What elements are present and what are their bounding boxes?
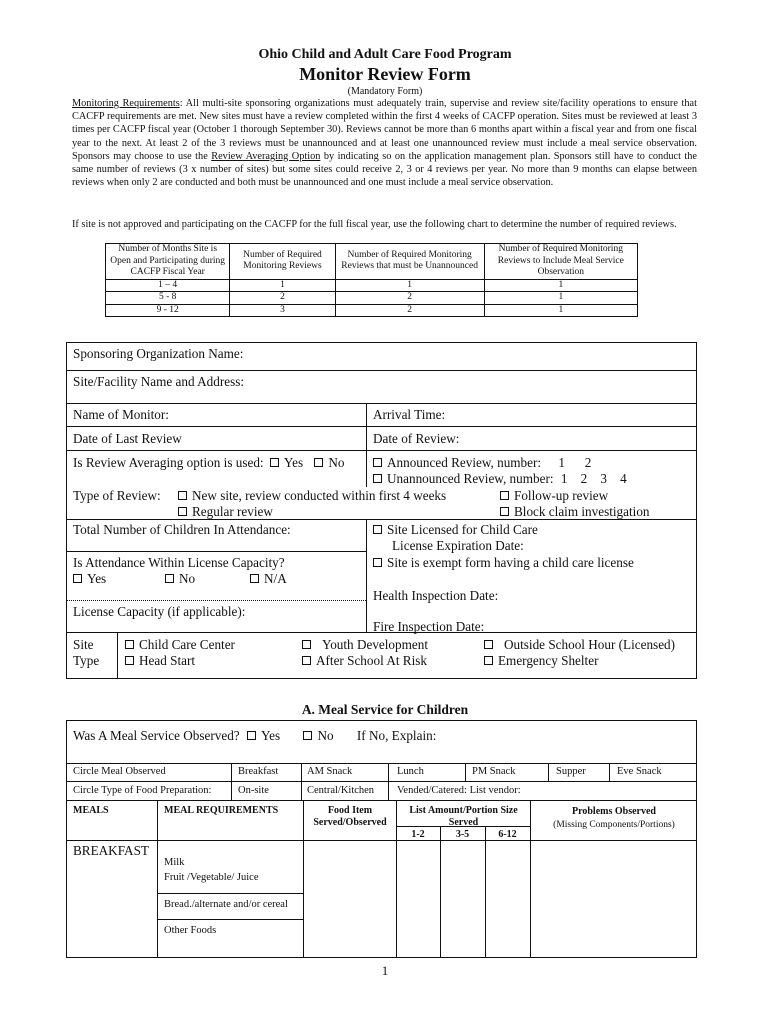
table-row (106, 279, 638, 292)
table-cell: 1 (484, 279, 637, 292)
table-cell: 9 - 12 (106, 304, 230, 317)
licensed-label: Site Licensed for Child Care (387, 522, 538, 537)
new-site-option (178, 488, 446, 503)
attendance-no-checkbox[interactable] (165, 574, 174, 583)
emergency-checkbox[interactable] (484, 656, 493, 665)
follow-up-label: Follow-up review (514, 488, 609, 503)
meal-service-form (66, 720, 697, 958)
attendance-no-label: No (179, 571, 196, 586)
averaging-label: Is Review Averaging option is used: (73, 455, 264, 470)
meal-observed-no-label: No (317, 728, 334, 743)
meal-option-am-snack[interactable]: AM Snack (307, 766, 353, 777)
child-care-center-option (125, 637, 235, 652)
type-of-review-label: Type of Review: (73, 488, 161, 503)
youth-development-option (302, 637, 428, 652)
regular-label: Regular review (192, 504, 273, 519)
averaging-no-label: No (328, 455, 345, 470)
attendance-yes-checkbox[interactable] (73, 574, 82, 583)
portion-column-header: List Amount/Portion Size Served (409, 805, 518, 828)
health-inspection-field[interactable]: Health Inspection Date: (373, 588, 499, 603)
meal-option-pm-snack[interactable]: PM Snack (472, 766, 516, 777)
monitoring-requirements (72, 97, 697, 189)
meal-option-lunch[interactable]: Lunch (397, 766, 424, 777)
meal-section-heading: A. Meal Service for Children (301, 702, 469, 717)
head-start-checkbox[interactable] (125, 656, 134, 665)
problems-column-header: Problems Observed (572, 806, 656, 817)
table-cell: 1 – 4 (106, 279, 230, 292)
announced-review-option (373, 455, 591, 470)
circle-meal-label: Circle Meal Observed (73, 766, 166, 777)
averaging-yes-label: Yes (283, 455, 304, 470)
meal-observed-yes-label: Yes (260, 728, 281, 743)
table-cell: 1 (484, 292, 637, 305)
unannounced-numbers[interactable]: 1 2 3 4 (560, 471, 627, 486)
attendance-no-option (165, 571, 195, 586)
review-date-field[interactable]: Date of Review: (373, 431, 460, 446)
block-claim-option (500, 504, 650, 519)
prep-option-central[interactable]: Central/Kitchen (307, 785, 375, 796)
meal-option-breakfast[interactable]: Breakfast (238, 766, 279, 777)
meal-observed-label: Was A Meal Service Observed? (73, 728, 240, 743)
table-cell: 2 (230, 292, 335, 305)
age-6-12-header: 6-12 (498, 829, 517, 840)
table-cell: 3 (230, 304, 335, 317)
table-row (106, 292, 638, 305)
averaging-yes-checkbox[interactable] (270, 458, 279, 467)
col-months-header: Number of Months Site is Open and Participating during CACFP Fiscal Year (106, 244, 230, 280)
col-unannounced-header: Number of Required Monitoring Reviews that must be Unannounced (335, 244, 484, 280)
ccc-label: Child Care Center (139, 637, 235, 652)
arrival-time-field[interactable]: Arrival Time: (373, 407, 446, 422)
attendance-na-checkbox[interactable] (250, 574, 259, 583)
follow-up-checkbox[interactable] (500, 491, 509, 500)
new-site-checkbox[interactable] (178, 491, 187, 500)
meals-column-header: MEALS (73, 805, 109, 816)
sponsor-name-field[interactable]: Sponsoring Organization Name: (73, 346, 244, 361)
unannounced-label: Unannounced Review, number: (387, 471, 554, 486)
meal-observed-no-checkbox[interactable] (303, 731, 312, 740)
table-cell: 5 - 8 (106, 292, 230, 305)
announced-checkbox[interactable] (373, 458, 382, 467)
regular-checkbox[interactable] (178, 507, 187, 516)
emergency-label: Emergency Shelter (498, 653, 599, 668)
exempt-option (373, 555, 634, 570)
emergency-shelter-option (484, 653, 598, 668)
table-cell: 2 (335, 304, 484, 317)
table-row (106, 304, 638, 317)
table-cell: 1 (230, 279, 335, 292)
youth-dev-label: Youth Development (322, 637, 428, 652)
food-item-column-header: Food Item Served/Observed (313, 805, 387, 828)
license-expiration-field[interactable]: License Expiration Date: (392, 538, 524, 553)
regular-review-option (178, 504, 273, 519)
meal-observed-question (73, 728, 436, 743)
osh-checkbox[interactable] (484, 640, 493, 649)
review-requirements-table (105, 243, 638, 317)
requirement-milk: Milk (164, 857, 185, 868)
meal-observed-yes-checkbox[interactable] (247, 731, 256, 740)
after-school-option (302, 653, 427, 668)
attendance-yes-option (73, 571, 106, 586)
fire-inspection-field[interactable]: Fire Inspection Date: (373, 619, 485, 634)
page-number: 1 (381, 963, 389, 978)
explain-field[interactable]: If No, Explain: (356, 728, 437, 743)
unannounced-review-option (373, 471, 627, 486)
chart-note: If site is not approved and participating on the CACFP for the full fiscal year, use the following chart to determine the number of required reviews. (72, 219, 677, 230)
attendance-na-label: N/A (264, 571, 287, 586)
age-1-2-header: 1-2 (411, 829, 425, 840)
requirement-fruit-veg: Fruit /Vegetable/ Juice (164, 872, 259, 883)
table-cell: 1 (484, 304, 637, 317)
ccc-checkbox[interactable] (125, 640, 134, 649)
block-claim-label: Block claim investigation (514, 504, 650, 519)
requirements-text-1: : All multi-site sponsoring organizations must adequately train, supervise and review site/facility operations to ensure that CACFP requirements are met. New sites must have a review completed within the first 4 weeks of CACFP operation. Sites must be reviewed at least 3 times per CACFP fiscal year (October 1 thorough September 30). Reviews cannot be more than 6 months apart within a fiscal year and from one fiscal year to the next. At least 2 of the 3 reviews must be unannounced and at least one unannounced review must include a meal service observation. Sponsors may choose to use the (72, 98, 697, 162)
requirements-label: Monitoring Requirements (72, 98, 180, 109)
block-claim-checkbox[interactable] (500, 507, 509, 516)
mandatory-note: (Mandatory Form) (347, 86, 423, 97)
age-3-5-header: 3-5 (455, 829, 470, 840)
licensed-checkbox[interactable] (373, 525, 382, 534)
new-site-label: New site, review conducted within first 4 weeks (192, 488, 447, 503)
review-averaging-link: Review Averaging Option (211, 150, 321, 162)
prep-option-onsite[interactable]: On-site (238, 785, 269, 796)
meal-option-supper[interactable]: Supper (556, 766, 586, 777)
prep-option-vended[interactable]: Vended/Catered: List vendor: (397, 785, 521, 796)
site-type-label-1: Site (73, 637, 94, 652)
table-header-row (106, 244, 638, 280)
col-reviews-header: Number of Required Monitoring Reviews (230, 244, 335, 280)
attendance-yes-label: Yes (87, 571, 107, 586)
form-title: Monitor Review Form (299, 64, 471, 84)
table-cell: 2 (335, 292, 484, 305)
exempt-checkbox[interactable] (373, 558, 382, 567)
averaging-question (73, 455, 345, 470)
head-start-option (125, 653, 195, 668)
requirement-other: Other Foods (164, 925, 217, 936)
exempt-label: Site is exempt form having a child care license (387, 555, 634, 570)
problems-column-subheader: (Missing Components/Portions) (553, 820, 675, 830)
table-cell: 1 (335, 279, 484, 292)
requirements-text-2: by indicating so on the application management plan. Sponsors still have to conduct the same number of reviews (3 x number of sites) but some sites could receive 2, 3 or 4 reviews per year. No more than 9 months can elapse between reviews when only 2 are conducted and both must be unannounced and one must include a meal service observation. (72, 150, 697, 189)
requirements-column-header: MEAL REQUIREMENTS (164, 805, 279, 816)
site-type-label-2: Type (73, 653, 100, 668)
averaging-no-checkbox[interactable] (314, 458, 323, 467)
osh-option (484, 637, 675, 652)
monitor-name-field[interactable]: Name of Monitor: (73, 407, 169, 422)
licensed-option (373, 522, 538, 537)
site-name-field[interactable]: Site/Facility Name and Address: (73, 374, 245, 389)
announced-label: Announced Review, number: (387, 455, 542, 470)
requirement-bread: Bread./alternate and/or cereal (164, 899, 288, 910)
license-capacity-field[interactable]: License Capacity (if applicable): (73, 604, 246, 619)
osh-label: Outside School Hour (Licensed) (504, 637, 676, 652)
meal-option-eve-snack[interactable]: Eve Snack (617, 766, 662, 777)
head-start-label: Head Start (139, 653, 196, 668)
col-meal-obs-header: Number of Required Monitoring Reviews to Include Meal Service Observation (484, 244, 637, 280)
announced-numbers[interactable]: 1 2 (558, 455, 592, 470)
total-children-field[interactable]: Total Number of Children In Attendance: (73, 522, 291, 537)
breakfast-label: BREAKFAST (73, 843, 149, 858)
unannounced-checkbox[interactable] (373, 474, 382, 483)
program-title: Ohio Child and Adult Care Food Program (258, 47, 512, 62)
last-review-date-field[interactable]: Date of Last Review (73, 431, 182, 446)
after-school-label: After School At Risk (316, 653, 427, 668)
attendance-question: Is Attendance Within License Capacity? (73, 555, 285, 570)
after-school-checkbox[interactable] (302, 656, 311, 665)
follow-up-option (500, 488, 608, 503)
food-prep-label: Circle Type of Food Preparation: (73, 785, 212, 796)
youth-dev-checkbox[interactable] (302, 640, 311, 649)
attendance-na-option (250, 571, 287, 586)
